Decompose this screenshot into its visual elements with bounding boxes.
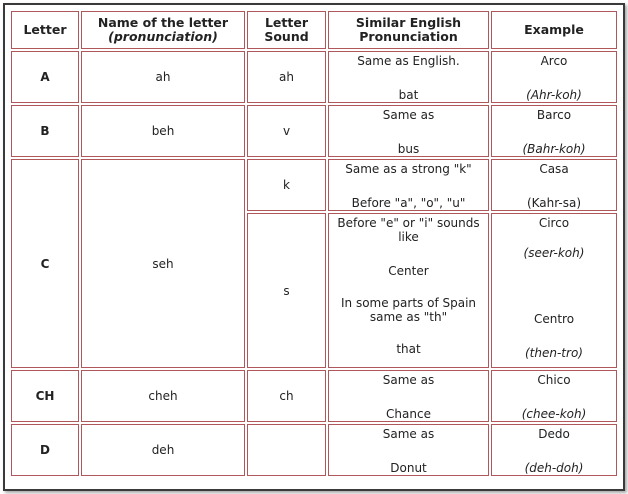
header-name: Name of the letter (pronunciation) bbox=[81, 11, 245, 49]
alphabet-table bbox=[9, 9, 619, 478]
similar-cell: Before "e" or "i" sounds like Center In some parts of Spain same as "th" that bbox=[328, 213, 489, 368]
header-row bbox=[11, 11, 617, 49]
sound-cell: s bbox=[247, 213, 326, 368]
example-cell: Dedo (deh-doh) bbox=[491, 424, 617, 476]
name-cell: seh bbox=[81, 159, 245, 368]
similar-cell: Same as a strong "k" Before "a", "o", "u" bbox=[328, 159, 489, 211]
similar-cell: Same as Chance bbox=[328, 370, 489, 422]
header-similar: Similar English Pronunciation bbox=[328, 11, 489, 49]
name-cell: beh bbox=[81, 105, 245, 157]
similar-cell: Same as bus bbox=[328, 105, 489, 157]
header-example: Example bbox=[491, 11, 617, 49]
sound-cell: ch bbox=[247, 370, 326, 422]
name-cell: deh bbox=[81, 424, 245, 476]
similar-cell: Same as English. bat bbox=[328, 51, 489, 103]
example-cell: Circo (seer-koh) Centro (then-tro) bbox=[491, 213, 617, 368]
table-row-a bbox=[11, 51, 617, 103]
example-cell: Arco (Ahr-koh) bbox=[491, 51, 617, 103]
document-frame bbox=[3, 3, 625, 491]
letter-cell: D bbox=[11, 424, 79, 476]
example-cell: Barco (Bahr-koh) bbox=[491, 105, 617, 157]
letter-cell: B bbox=[11, 105, 79, 157]
example-cell: Casa (Kahr-sa) bbox=[491, 159, 617, 211]
letter-cell: CH bbox=[11, 370, 79, 422]
similar-cell: Same as Donut bbox=[328, 424, 489, 476]
sound-cell: k bbox=[247, 159, 326, 211]
sound-cell: v bbox=[247, 105, 326, 157]
letter-cell: C bbox=[11, 159, 79, 368]
name-cell: cheh bbox=[81, 370, 245, 422]
header-letter: Letter bbox=[11, 11, 79, 49]
sound-cell: ah bbox=[247, 51, 326, 103]
example-cell: Chico (chee-koh) bbox=[491, 370, 617, 422]
table-row-ch bbox=[11, 370, 617, 422]
sound-cell bbox=[247, 424, 326, 476]
letter-cell: A bbox=[11, 51, 79, 103]
name-cell: ah bbox=[81, 51, 245, 103]
table-row-d bbox=[11, 424, 617, 476]
header-sound: Letter Sound bbox=[247, 11, 326, 49]
table-row-b bbox=[11, 105, 617, 157]
table-row-c-k bbox=[11, 159, 617, 211]
